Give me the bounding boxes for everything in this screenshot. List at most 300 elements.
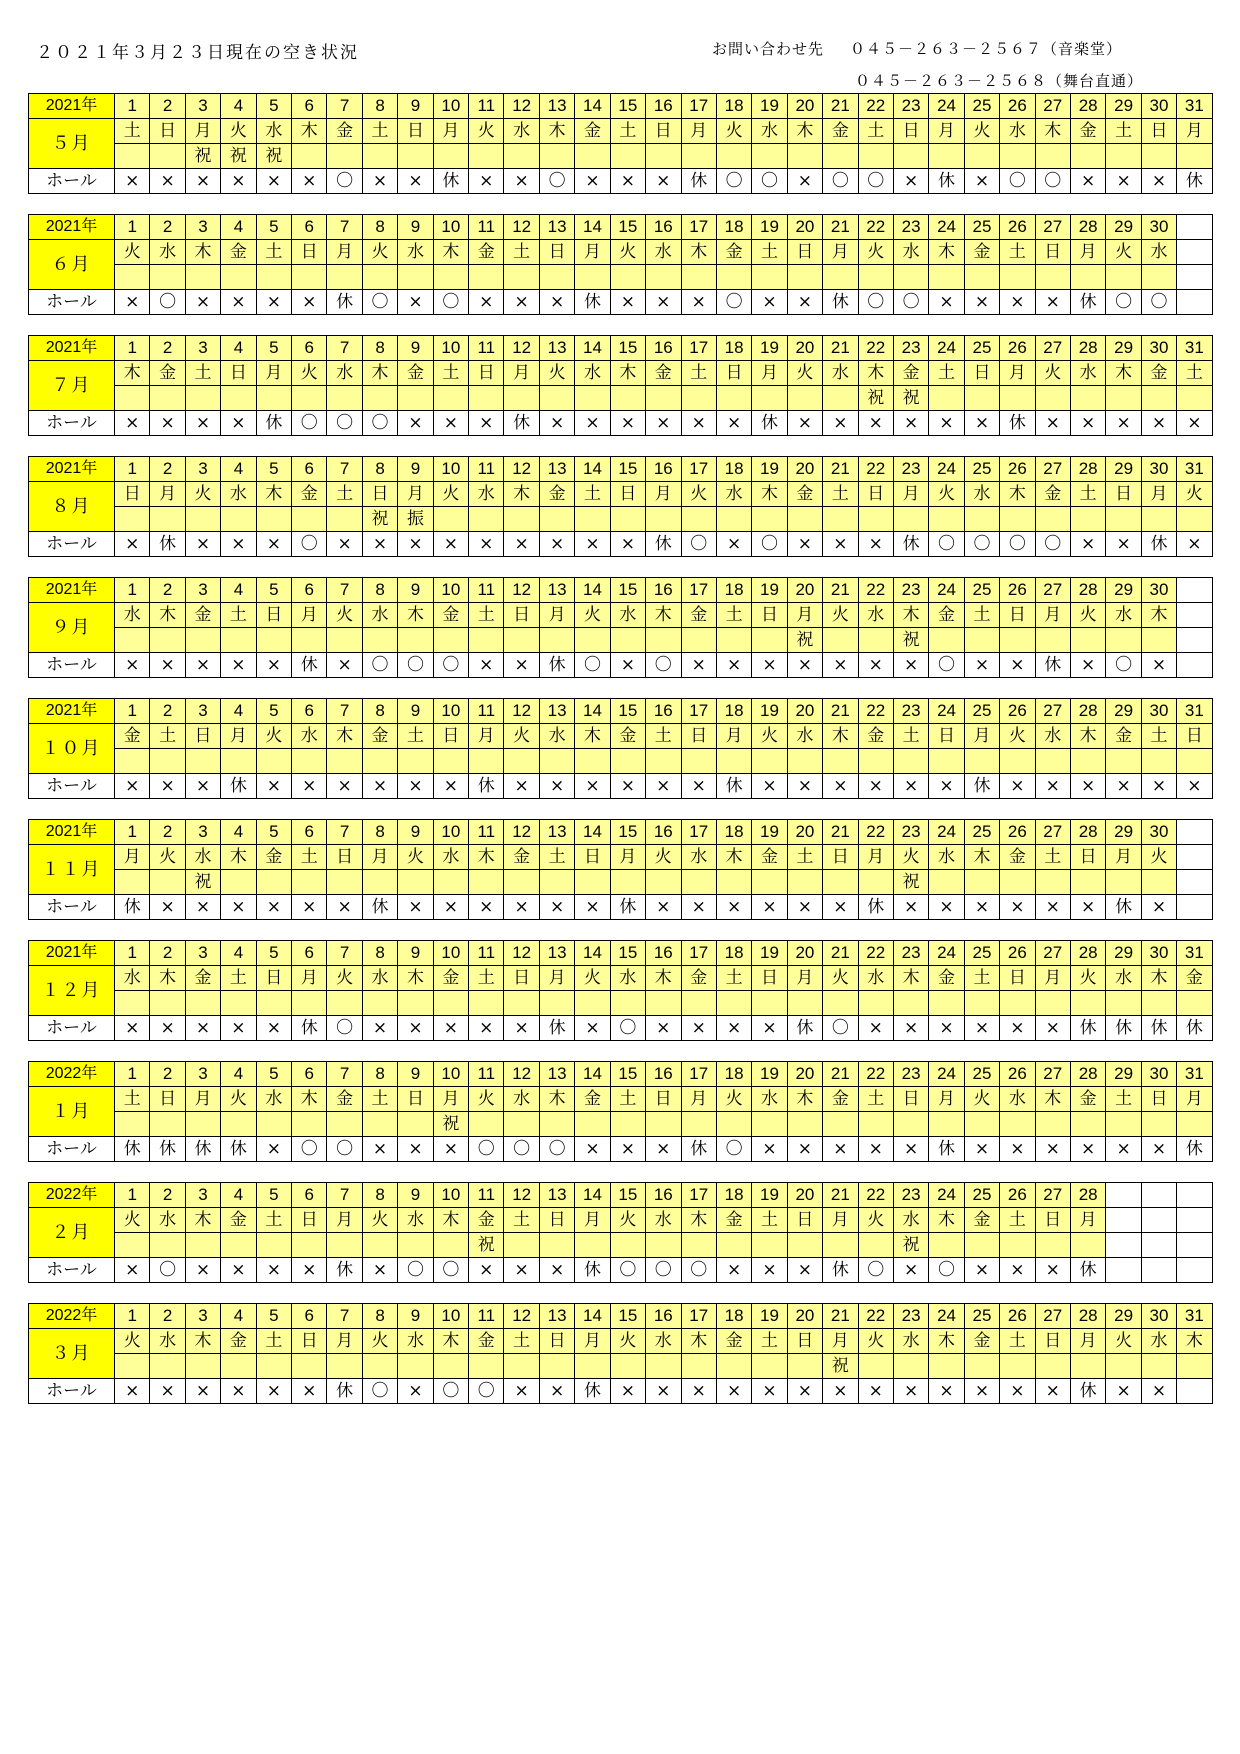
- weekday-cell: 金: [469, 1208, 504, 1233]
- availability-cell: ×: [1106, 1379, 1141, 1404]
- weekday-cell: 火: [1141, 845, 1176, 870]
- availability-cell: 休: [469, 774, 504, 799]
- day-number: 4: [221, 699, 256, 724]
- weekday-cell: 金: [327, 1087, 362, 1112]
- availability-cell: 休: [433, 169, 468, 194]
- weekday-cell: 火: [115, 240, 150, 265]
- weekday-cell: 日: [362, 482, 397, 507]
- holiday-cell: [1177, 144, 1212, 169]
- weekday-cell: 木: [469, 845, 504, 870]
- weekday-cell: 月: [893, 482, 928, 507]
- holiday-cell: [1106, 628, 1141, 653]
- availability-cell: ×: [398, 532, 433, 557]
- holiday-cell: [1177, 1112, 1212, 1137]
- weekday-cell: 木: [716, 845, 751, 870]
- hall-availability-row: [29, 1016, 1213, 1041]
- day-number: 19: [752, 1183, 787, 1208]
- weekday-cell: 土: [752, 1329, 787, 1354]
- availability-cell: ×: [221, 169, 256, 194]
- holiday-cell: [327, 628, 362, 653]
- availability-cell: ×: [185, 290, 220, 315]
- holiday-cell: [1177, 1354, 1212, 1379]
- availability-cell: ×: [1035, 895, 1070, 920]
- holiday-cell: 祝: [362, 507, 397, 532]
- day-number: 14: [575, 457, 610, 482]
- day-number: 11: [469, 457, 504, 482]
- holiday-cell: [327, 1112, 362, 1137]
- hall-availability-row: [29, 1137, 1213, 1162]
- holiday-cell: [221, 991, 256, 1016]
- weekday-cell: 月: [1035, 966, 1070, 991]
- holiday-cell: [681, 507, 716, 532]
- month-calendar: [28, 819, 1213, 920]
- holiday-cell: [256, 628, 291, 653]
- weekday-cell: 土: [787, 845, 822, 870]
- holiday-cell: [823, 1233, 858, 1258]
- day-number: 20: [787, 94, 822, 119]
- day-number: 7: [327, 94, 362, 119]
- weekday-cell: 日: [1000, 603, 1035, 628]
- weekday-cell: 月: [469, 724, 504, 749]
- holiday-cell: [823, 1112, 858, 1137]
- weekday-cell: [1177, 603, 1212, 628]
- holiday-cell: [929, 386, 964, 411]
- holiday-cell: [964, 749, 999, 774]
- holiday-cell: [327, 144, 362, 169]
- weekday-cell: 木: [292, 1087, 327, 1112]
- weekday-cell: 土: [362, 1087, 397, 1112]
- day-number: 24: [929, 94, 964, 119]
- weekday-cell: 土: [823, 482, 858, 507]
- weekday-cell: 水: [292, 724, 327, 749]
- availability-cell: ×: [610, 290, 645, 315]
- weekday-cell: 月: [1070, 240, 1105, 265]
- availability-cell: ×: [1106, 169, 1141, 194]
- holiday-cell: [398, 991, 433, 1016]
- weekday-cell: 金: [256, 845, 291, 870]
- holiday-cell: [1000, 749, 1035, 774]
- day-number: 31: [1177, 699, 1212, 724]
- availability-cell: ×: [221, 1016, 256, 1041]
- availability-cell: 休: [646, 532, 681, 557]
- holiday-cell: [362, 628, 397, 653]
- weekday-cell: 水: [610, 966, 645, 991]
- day-number: 6: [292, 1304, 327, 1329]
- weekday-cell: 月: [115, 845, 150, 870]
- holiday-cell: 祝: [893, 870, 928, 895]
- day-number: 5: [256, 94, 291, 119]
- availability-cell: [1177, 1379, 1212, 1404]
- day-number: 26: [1000, 1304, 1035, 1329]
- day-number: 3: [185, 941, 220, 966]
- day-number: 4: [221, 820, 256, 845]
- holiday-cell: [1070, 870, 1105, 895]
- day-number: 10: [433, 215, 468, 240]
- availability-cell: 休: [858, 895, 893, 920]
- weekday-cell: 土: [929, 361, 964, 386]
- day-number: 26: [1000, 941, 1035, 966]
- holiday-cell: [539, 1112, 574, 1137]
- weekday-cell: 日: [539, 1208, 574, 1233]
- holiday-cell: [327, 1354, 362, 1379]
- day-number: 1: [115, 1183, 150, 1208]
- hall-label: ホール: [29, 1379, 115, 1404]
- day-number: 6: [292, 457, 327, 482]
- weekday-cell: 月: [539, 603, 574, 628]
- weekday-cell: 土: [150, 724, 185, 749]
- weekday-cell: 日: [327, 845, 362, 870]
- holiday-cell: [893, 265, 928, 290]
- holiday-cell: [646, 991, 681, 1016]
- weekday-cell: 火: [1177, 482, 1212, 507]
- holiday-cell: [575, 507, 610, 532]
- availability-cell: ×: [610, 774, 645, 799]
- availability-cell: ×: [504, 774, 539, 799]
- day-number: 7: [327, 215, 362, 240]
- weekday-cell: 木: [646, 966, 681, 991]
- availability-cell: 〇: [893, 290, 928, 315]
- day-number: 11: [469, 699, 504, 724]
- day-number: 24: [929, 1062, 964, 1087]
- month-label: ３月: [29, 1329, 115, 1379]
- holiday-cell: [185, 386, 220, 411]
- day-number: 13: [539, 820, 574, 845]
- day-number: 30: [1141, 1062, 1176, 1087]
- availability-cell: ×: [1177, 532, 1212, 557]
- day-number: 4: [221, 215, 256, 240]
- availability-cell: ×: [398, 169, 433, 194]
- availability-cell: ×: [221, 411, 256, 436]
- availability-cell: ×: [787, 411, 822, 436]
- availability-cell: 〇: [327, 1137, 362, 1162]
- availability-cell: ×: [362, 169, 397, 194]
- weekday-row: [29, 1329, 1213, 1354]
- holiday-cell: [858, 870, 893, 895]
- availability-cell: ×: [575, 895, 610, 920]
- weekday-cell: 火: [362, 1329, 397, 1354]
- weekday-cell: 土: [221, 603, 256, 628]
- availability-cell: 休: [1035, 653, 1070, 678]
- weekday-cell: 土: [1000, 240, 1035, 265]
- holiday-cell: 祝: [787, 628, 822, 653]
- weekday-cell: 木: [1177, 1329, 1212, 1354]
- weekday-cell: 水: [362, 966, 397, 991]
- availability-cell: ×: [362, 774, 397, 799]
- weekday-cell: 月: [787, 603, 822, 628]
- day-number: 9: [398, 1183, 433, 1208]
- availability-cell: 〇: [646, 653, 681, 678]
- day-number: 30: [1141, 215, 1176, 240]
- holiday-cell: [716, 265, 751, 290]
- availability-cell: ×: [858, 1137, 893, 1162]
- weekday-cell: 火: [716, 1087, 751, 1112]
- availability-cell: 休: [575, 1258, 610, 1283]
- day-number: 21: [823, 1062, 858, 1087]
- holiday-cell: [787, 265, 822, 290]
- day-number: 30: [1141, 578, 1176, 603]
- weekday-cell: 水: [610, 603, 645, 628]
- weekday-cell: 木: [504, 482, 539, 507]
- day-number: 2: [150, 215, 185, 240]
- weekday-cell: 火: [221, 1087, 256, 1112]
- holiday-cell: [1070, 749, 1105, 774]
- weekday-cell: 水: [469, 482, 504, 507]
- day-number: 3: [185, 1183, 220, 1208]
- holiday-cell: [858, 628, 893, 653]
- day-number: 12: [504, 820, 539, 845]
- day-number: [1106, 1183, 1141, 1208]
- availability-cell: 休: [1070, 1258, 1105, 1283]
- holiday-cell: [964, 628, 999, 653]
- holiday-cell: [150, 144, 185, 169]
- weekday-cell: 金: [964, 240, 999, 265]
- day-number: 20: [787, 578, 822, 603]
- holiday-cell: [504, 870, 539, 895]
- holiday-cell: 祝: [185, 870, 220, 895]
- weekday-cell: 金: [752, 845, 787, 870]
- day-number: 10: [433, 1183, 468, 1208]
- holiday-cell: [610, 628, 645, 653]
- weekday-cell: 火: [1000, 724, 1035, 749]
- holiday-row: [29, 628, 1213, 653]
- holiday-cell: [292, 386, 327, 411]
- availability-cell: 休: [752, 411, 787, 436]
- availability-cell: ×: [929, 411, 964, 436]
- availability-cell: 休: [150, 532, 185, 557]
- holiday-cell: [964, 870, 999, 895]
- day-number: 12: [504, 457, 539, 482]
- holiday-cell: [221, 870, 256, 895]
- availability-cell: ×: [1106, 774, 1141, 799]
- day-number: 4: [221, 578, 256, 603]
- day-number: 26: [1000, 699, 1035, 724]
- weekday-cell: 土: [1177, 361, 1212, 386]
- availability-cell: ×: [646, 895, 681, 920]
- weekday-cell: 金: [1141, 361, 1176, 386]
- weekday-cell: 土: [575, 482, 610, 507]
- holiday-cell: [292, 507, 327, 532]
- weekday-cell: 日: [681, 724, 716, 749]
- day-number: 25: [964, 941, 999, 966]
- holiday-cell: [1070, 628, 1105, 653]
- holiday-cell: [256, 870, 291, 895]
- holiday-cell: [752, 991, 787, 1016]
- day-number: 31: [1177, 457, 1212, 482]
- weekday-cell: 日: [115, 482, 150, 507]
- day-number: 3: [185, 215, 220, 240]
- month-calendar: [28, 577, 1213, 678]
- weekday-cell: 水: [893, 1329, 928, 1354]
- day-number: 3: [185, 457, 220, 482]
- availability-cell: ×: [256, 1016, 291, 1041]
- holiday-cell: [681, 870, 716, 895]
- holiday-cell: [681, 749, 716, 774]
- weekday-cell: 金: [185, 966, 220, 991]
- weekday-cell: 木: [539, 119, 574, 144]
- holiday-cell: [504, 1233, 539, 1258]
- holiday-row: [29, 870, 1213, 895]
- day-number: 17: [681, 1183, 716, 1208]
- weekday-cell: 木: [610, 361, 645, 386]
- availability-cell: ×: [575, 411, 610, 436]
- holiday-cell: [1000, 386, 1035, 411]
- availability-cell: ×: [398, 290, 433, 315]
- availability-cell: ×: [858, 774, 893, 799]
- availability-cell: 休: [681, 1137, 716, 1162]
- holiday-cell: [1177, 1233, 1212, 1258]
- day-number: 28: [1070, 1062, 1105, 1087]
- availability-cell: ×: [469, 1016, 504, 1041]
- month-calendar: [28, 698, 1213, 799]
- day-number: 6: [292, 941, 327, 966]
- weekday-cell: 金: [681, 603, 716, 628]
- availability-cell: 休: [221, 1137, 256, 1162]
- availability-cell: ×: [752, 1016, 787, 1041]
- availability-cell: ×: [504, 653, 539, 678]
- weekday-cell: 土: [610, 119, 645, 144]
- weekday-cell: 日: [539, 240, 574, 265]
- weekday-cell: [1177, 845, 1212, 870]
- day-number: 22: [858, 1304, 893, 1329]
- weekday-cell: 水: [752, 1087, 787, 1112]
- day-number: 28: [1070, 699, 1105, 724]
- availability-cell: ×: [539, 532, 574, 557]
- day-number-row: [29, 1062, 1213, 1087]
- availability-cell: ×: [1035, 774, 1070, 799]
- availability-cell: ×: [964, 895, 999, 920]
- availability-cell: ×: [115, 532, 150, 557]
- holiday-cell: [1106, 991, 1141, 1016]
- day-number: 13: [539, 941, 574, 966]
- holiday-cell: [362, 1354, 397, 1379]
- weekday-cell: 木: [823, 724, 858, 749]
- availability-cell: ×: [646, 774, 681, 799]
- availability-cell: 休: [575, 290, 610, 315]
- weekday-cell: 月: [575, 240, 610, 265]
- day-number: 14: [575, 1304, 610, 1329]
- day-number: 27: [1035, 457, 1070, 482]
- weekday-cell: 月: [327, 1208, 362, 1233]
- weekday-cell: 水: [256, 1087, 291, 1112]
- day-number: 3: [185, 1062, 220, 1087]
- day-number: 6: [292, 1062, 327, 1087]
- weekday-cell: 火: [504, 724, 539, 749]
- day-number: 7: [327, 457, 362, 482]
- day-number: 12: [504, 1062, 539, 1087]
- availability-cell: ×: [292, 1379, 327, 1404]
- availability-cell: 休: [681, 169, 716, 194]
- availability-cell: ×: [1070, 774, 1105, 799]
- day-number: 7: [327, 578, 362, 603]
- holiday-cell: [1035, 386, 1070, 411]
- availability-cell: ×: [1141, 1379, 1176, 1404]
- availability-cell: ×: [539, 290, 574, 315]
- holiday-cell: [646, 870, 681, 895]
- weekday-cell: 木: [646, 603, 681, 628]
- availability-cell: ×: [115, 411, 150, 436]
- availability-cell: ×: [469, 290, 504, 315]
- weekday-cell: 金: [929, 966, 964, 991]
- day-number: 29: [1106, 1304, 1141, 1329]
- day-number: 10: [433, 820, 468, 845]
- availability-cell: ×: [150, 1016, 185, 1041]
- weekday-cell: 木: [185, 240, 220, 265]
- weekday-cell: 土: [858, 119, 893, 144]
- weekday-cell: 日: [1000, 966, 1035, 991]
- holiday-cell: [681, 1233, 716, 1258]
- weekday-cell: 土: [256, 240, 291, 265]
- day-number: 22: [858, 336, 893, 361]
- holiday-cell: [221, 1354, 256, 1379]
- day-number: 16: [646, 94, 681, 119]
- weekday-cell: 日: [398, 119, 433, 144]
- availability-cell: ×: [256, 653, 291, 678]
- availability-cell: ×: [221, 895, 256, 920]
- availability-cell: ×: [469, 1258, 504, 1283]
- availability-cell: ×: [185, 774, 220, 799]
- weekday-cell: 火: [469, 1087, 504, 1112]
- weekday-cell: 火: [681, 482, 716, 507]
- holiday-cell: [1070, 1233, 1105, 1258]
- availability-cell: 〇: [1000, 169, 1035, 194]
- weekday-cell: 木: [150, 966, 185, 991]
- day-number: 6: [292, 336, 327, 361]
- holiday-cell: [327, 507, 362, 532]
- availability-cell: ×: [858, 653, 893, 678]
- availability-cell: 〇: [929, 653, 964, 678]
- weekday-cell: 月: [185, 119, 220, 144]
- availability-cell: ×: [115, 169, 150, 194]
- day-number: 16: [646, 457, 681, 482]
- holiday-cell: [716, 1354, 751, 1379]
- availability-cell: ×: [1106, 532, 1141, 557]
- holiday-cell: [964, 386, 999, 411]
- holiday-cell: [327, 1233, 362, 1258]
- weekday-cell: 金: [221, 1208, 256, 1233]
- weekday-cell: 水: [1106, 603, 1141, 628]
- day-number: 29: [1106, 94, 1141, 119]
- availability-cell: ×: [893, 653, 928, 678]
- availability-cell: ×: [504, 169, 539, 194]
- holiday-cell: [539, 265, 574, 290]
- weekday-cell: 月: [610, 845, 645, 870]
- weekday-cell: 木: [1035, 1087, 1070, 1112]
- month-calendar: [28, 93, 1213, 194]
- availability-cell: ×: [964, 169, 999, 194]
- day-number: 15: [610, 820, 645, 845]
- day-number: 26: [1000, 820, 1035, 845]
- day-number: 3: [185, 578, 220, 603]
- weekday-cell: 月: [752, 361, 787, 386]
- availability-cell: ×: [823, 653, 858, 678]
- holiday-cell: [610, 870, 645, 895]
- availability-cell: ×: [646, 1379, 681, 1404]
- hall-label: ホール: [29, 1137, 115, 1162]
- holiday-cell: [1106, 1233, 1141, 1258]
- day-number: 19: [752, 215, 787, 240]
- month-label: ６月: [29, 240, 115, 290]
- day-number: 11: [469, 941, 504, 966]
- availability-cell: ×: [929, 290, 964, 315]
- availability-cell: ×: [964, 290, 999, 315]
- holiday-cell: [398, 265, 433, 290]
- holiday-cell: [1177, 386, 1212, 411]
- availability-cell: ×: [964, 1258, 999, 1283]
- day-number: 17: [681, 1062, 716, 1087]
- availability-cell: ×: [1070, 1137, 1105, 1162]
- availability-cell: 〇: [858, 290, 893, 315]
- day-number: 25: [964, 820, 999, 845]
